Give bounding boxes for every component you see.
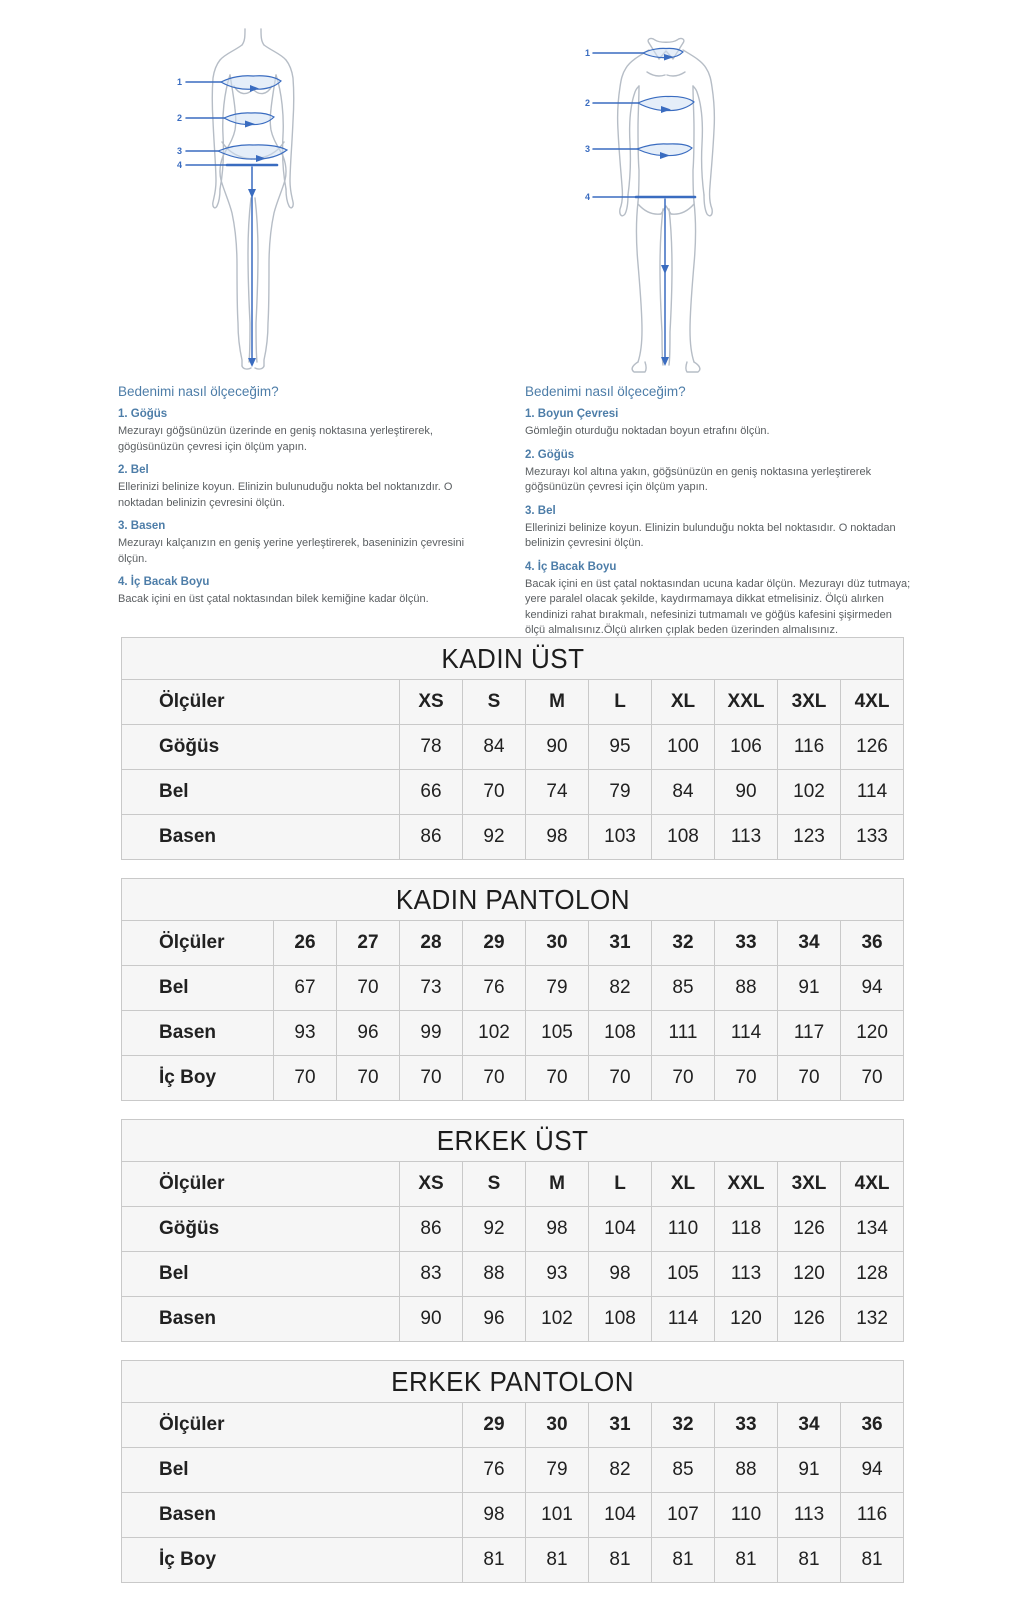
value-cell: 108 [589, 1297, 652, 1342]
value-cell: 132 [841, 1297, 904, 1342]
guide-item [118, 464, 480, 511]
size-tables [121, 637, 903, 1601]
value-cell: 81 [841, 1538, 904, 1583]
measurement-guide-men [525, 384, 915, 639]
value-cell: 70 [463, 770, 526, 815]
value-cell: 104 [589, 1493, 652, 1538]
size-header-cell: XXL [715, 1162, 778, 1207]
value-cell: 90 [400, 1297, 463, 1342]
value-cell: 107 [652, 1493, 715, 1538]
value-cell: 76 [463, 966, 526, 1011]
guide-item-text: Bacak içini en üst çatal noktasından bilek kemiğine kadar ölçün. [118, 593, 429, 605]
value-cell: 108 [589, 1011, 652, 1056]
value-cell: 79 [526, 1448, 589, 1493]
size-header-cell: 34 [778, 1403, 841, 1448]
guide-item-text: Mezurayı göğsünüzün üzerinde en geniş noktasına yerleştirerek, gögüsünüzün çevresi için ölçüm yapın. [118, 425, 433, 453]
guide-item [118, 576, 480, 608]
guide-title: Bedenimi nasıl ölçeceğim? [118, 384, 279, 399]
female-body-diagram [173, 25, 333, 370]
measure-label-1: 1 [177, 77, 183, 87]
table-row [122, 1493, 904, 1538]
value-cell: 90 [715, 770, 778, 815]
value-cell: 70 [526, 1056, 589, 1101]
value-cell: 88 [715, 966, 778, 1011]
value-cell: 98 [589, 1252, 652, 1297]
value-cell: 110 [715, 1493, 778, 1538]
guide-item-heading: 3. Basen [118, 520, 166, 532]
table-header-row [122, 1403, 904, 1448]
measure-label-2: 2 [585, 98, 591, 108]
value-cell: 70 [841, 1056, 904, 1101]
value-cell: 67 [274, 966, 337, 1011]
size-header-cell: 30 [526, 1403, 589, 1448]
size-header-cell: 29 [463, 1403, 526, 1448]
measure-label-1: 1 [585, 48, 591, 58]
male-body-diagram [581, 28, 751, 368]
measure-label-4: 4 [585, 192, 591, 202]
value-cell: 94 [841, 966, 904, 1011]
guide-item-heading: 1. Göğüs [118, 408, 168, 420]
value-cell: 74 [526, 770, 589, 815]
value-cell: 103 [589, 815, 652, 860]
guide-item-text: Bacak içini en üst çatal noktasından ucuna kadar ölçün. Mezurayı düz tutmaya; yere paralel olacak şekilde, kaydırmamaya dikkat etmelisiniz. Ölçü alırken kendinizi rahat bırakmalı, nefesinizi tutmamalı ve göğüs kafesini şişirmeden ölçü almalısınız.Ölçü alırken çıplak beden üzerinden almalısınız. [525, 577, 911, 636]
value-cell: 108 [652, 815, 715, 860]
value-cell: 120 [778, 1252, 841, 1297]
size-header-cell: 36 [841, 921, 904, 966]
value-cell: 114 [841, 770, 904, 815]
value-cell: 86 [400, 815, 463, 860]
value-cell: 105 [526, 1011, 589, 1056]
value-cell: 81 [463, 1538, 526, 1583]
table-row [122, 1056, 904, 1101]
size-header-cell: 29 [463, 921, 526, 966]
row-label-cell: Göğüs [122, 1207, 400, 1252]
guide-item-heading: 3. Bel [525, 504, 556, 517]
value-cell: 70 [463, 1056, 526, 1101]
value-cell: 81 [715, 1538, 778, 1583]
value-cell: 100 [652, 725, 715, 770]
value-cell: 110 [652, 1207, 715, 1252]
value-cell: 78 [400, 725, 463, 770]
male-measurement-arrows [593, 48, 695, 366]
size-header-cell: 33 [715, 1403, 778, 1448]
table-row [122, 725, 904, 770]
guide-item [118, 520, 480, 567]
value-cell: 98 [526, 815, 589, 860]
value-cell: 79 [526, 966, 589, 1011]
guide-item [118, 408, 480, 455]
guide-item-heading: 2. Göğüs [525, 448, 575, 461]
table-title-text: ERKEK PANTOLON [391, 1365, 634, 1397]
table-header-row [122, 1162, 904, 1207]
size-header-cell: 3XL [778, 1162, 841, 1207]
value-cell: 90 [526, 725, 589, 770]
size-header-cell: S [463, 680, 526, 725]
value-cell: 113 [715, 1252, 778, 1297]
size-header-cell: 31 [589, 1403, 652, 1448]
row-label-cell: Basen [122, 1493, 463, 1538]
table-row [122, 1207, 904, 1252]
guide-items [118, 408, 480, 608]
value-cell: 116 [841, 1493, 904, 1538]
row-label-cell: Basen [122, 815, 400, 860]
value-cell: 93 [526, 1252, 589, 1297]
value-cell: 79 [589, 770, 652, 815]
table-title-text: ERKEK ÜST [436, 1124, 589, 1156]
measure-label-3: 3 [177, 146, 183, 156]
guide-item-text: Ellerinizi belinize koyun. Elinizin bulunuduğu nokta bel noktanızdır. O noktadan belinizin çevresini ölçün. [118, 481, 453, 509]
male-body-outline [618, 39, 715, 372]
value-cell: 111 [652, 1011, 715, 1056]
value-cell: 70 [715, 1056, 778, 1101]
value-cell: 70 [589, 1056, 652, 1101]
header-label-cell: Ölçüler [122, 921, 274, 966]
size-header-cell: 31 [589, 921, 652, 966]
guide-item-heading: 2. Bel [118, 464, 149, 476]
male-measure-labels [585, 48, 590, 202]
table-row [122, 815, 904, 860]
size-header-cell: 4XL [841, 680, 904, 725]
measure-label-3: 3 [585, 144, 591, 154]
table-title [122, 638, 904, 680]
value-cell: 96 [463, 1297, 526, 1342]
value-cell: 66 [400, 770, 463, 815]
value-cell: 70 [274, 1056, 337, 1101]
value-cell: 95 [589, 725, 652, 770]
value-cell: 96 [337, 1011, 400, 1056]
size-header-cell: 33 [715, 921, 778, 966]
size-header-cell: XS [400, 1162, 463, 1207]
table-title [122, 1361, 904, 1403]
value-cell: 99 [400, 1011, 463, 1056]
table-row [122, 1011, 904, 1056]
value-cell: 70 [337, 966, 400, 1011]
value-cell: 92 [463, 815, 526, 860]
table-title-text: KADIN ÜST [440, 642, 585, 674]
female-measure-labels [177, 77, 182, 170]
row-label-cell: Basen [122, 1297, 400, 1342]
value-cell: 105 [652, 1252, 715, 1297]
value-cell: 88 [463, 1252, 526, 1297]
value-cell: 92 [463, 1207, 526, 1252]
value-cell: 126 [778, 1297, 841, 1342]
size-header-cell: XS [400, 680, 463, 725]
value-cell: 116 [778, 725, 841, 770]
value-cell: 85 [652, 1448, 715, 1493]
table-row [122, 1538, 904, 1583]
measure-label-4: 4 [177, 160, 183, 170]
size-header-cell: XL [652, 1162, 715, 1207]
row-label-cell: İç Boy [122, 1056, 274, 1101]
row-label-cell: Bel [122, 1252, 400, 1297]
value-cell: 102 [778, 770, 841, 815]
guide-item-text: Gömleğin oturduğu noktadan boyun etrafını ölçün. [525, 425, 770, 437]
value-cell: 114 [652, 1297, 715, 1342]
value-cell: 98 [463, 1493, 526, 1538]
size-header-cell: 3XL [778, 680, 841, 725]
size-header-cell: M [526, 1162, 589, 1207]
guide-title: Bedenimi nasıl ölçeceğim? [525, 384, 686, 399]
size-header-cell: XL [652, 680, 715, 725]
value-cell: 134 [841, 1207, 904, 1252]
size-header-cell: M [526, 680, 589, 725]
value-cell: 94 [841, 1448, 904, 1493]
value-cell: 118 [715, 1207, 778, 1252]
value-cell: 113 [778, 1493, 841, 1538]
value-cell: 82 [589, 1448, 652, 1493]
guide-item [525, 408, 915, 440]
value-cell: 128 [841, 1252, 904, 1297]
value-cell: 120 [715, 1297, 778, 1342]
size-header-cell: 30 [526, 921, 589, 966]
table-row [122, 770, 904, 815]
size-header-cell: 34 [778, 921, 841, 966]
guide-item [525, 561, 915, 639]
value-cell: 70 [400, 1056, 463, 1101]
size-header-cell: 32 [652, 1403, 715, 1448]
value-cell: 113 [715, 815, 778, 860]
value-cell: 84 [652, 770, 715, 815]
measurement-guide-women [118, 384, 480, 608]
value-cell: 70 [337, 1056, 400, 1101]
value-cell: 91 [778, 966, 841, 1011]
measure-label-2: 2 [177, 113, 183, 123]
row-label-cell: Bel [122, 1448, 463, 1493]
value-cell: 88 [715, 1448, 778, 1493]
guide-item-heading: 4. İç Bacak Boyu [118, 576, 210, 588]
row-label-cell: Bel [122, 966, 274, 1011]
size-header-cell: 26 [274, 921, 337, 966]
size-header-cell: L [589, 680, 652, 725]
value-cell: 81 [778, 1538, 841, 1583]
value-cell: 70 [778, 1056, 841, 1101]
size-header-cell: 27 [337, 921, 400, 966]
size-header-cell: 28 [400, 921, 463, 966]
table-row [122, 1448, 904, 1493]
value-cell: 102 [526, 1297, 589, 1342]
table-row [122, 1297, 904, 1342]
guide-item-heading: 4. İç Bacak Boyu [525, 560, 617, 573]
value-cell: 91 [778, 1448, 841, 1493]
value-cell: 76 [463, 1448, 526, 1493]
row-label-cell: Göğüs [122, 725, 400, 770]
size-header-cell: S [463, 1162, 526, 1207]
value-cell: 98 [526, 1207, 589, 1252]
value-cell: 81 [589, 1538, 652, 1583]
size-header-cell: 32 [652, 921, 715, 966]
value-cell: 83 [400, 1252, 463, 1297]
size-header-cell: L [589, 1162, 652, 1207]
header-label-cell: Ölçüler [122, 1403, 463, 1448]
size-table-erkek-pantolon [121, 1360, 904, 1583]
row-label-cell: Bel [122, 770, 400, 815]
value-cell: 117 [778, 1011, 841, 1056]
value-cell: 102 [463, 1011, 526, 1056]
value-cell: 70 [652, 1056, 715, 1101]
table-header-row [122, 921, 904, 966]
table-row [122, 966, 904, 1011]
value-cell: 93 [274, 1011, 337, 1056]
value-cell: 86 [400, 1207, 463, 1252]
value-cell: 101 [526, 1493, 589, 1538]
table-title-text: KADIN PANTOLON [395, 883, 630, 915]
header-label-cell: Ölçüler [122, 680, 400, 725]
value-cell: 73 [400, 966, 463, 1011]
table-title [122, 879, 904, 921]
size-header-cell: XXL [715, 680, 778, 725]
guide-item-text: Mezurayı kalçanızın en geniş yerine yerleştirerek, baseninizin çevresini ölçün. [118, 537, 465, 565]
value-cell: 81 [652, 1538, 715, 1583]
value-cell: 104 [589, 1207, 652, 1252]
value-cell: 106 [715, 725, 778, 770]
guide-item-heading: 1. Boyun Çevresi [525, 408, 619, 420]
value-cell: 84 [463, 725, 526, 770]
table-header-row [122, 680, 904, 725]
guide-item-text: Ellerinizi belinize koyun. Elinizin bulunduğu nokta bel noktasıdır. O noktadan belinizin çevresini ölçün. [525, 521, 896, 549]
value-cell: 114 [715, 1011, 778, 1056]
value-cell: 85 [652, 966, 715, 1011]
size-table-erkek-ust [121, 1119, 904, 1342]
header-label-cell: Ölçüler [122, 1162, 400, 1207]
table-title [122, 1120, 904, 1162]
value-cell: 126 [841, 725, 904, 770]
value-cell: 126 [778, 1207, 841, 1252]
value-cell: 133 [841, 815, 904, 860]
table-row [122, 1252, 904, 1297]
guide-item-text: Mezurayı kol altına yakın, göğsünüzün en geniş noktasına yerleştirerek göğsünüzün çevresi için ölçüm yapın. [525, 465, 872, 493]
value-cell: 123 [778, 815, 841, 860]
value-cell: 82 [589, 966, 652, 1011]
size-table-kadin-ust [121, 637, 904, 860]
value-cell: 81 [526, 1538, 589, 1583]
value-cell: 120 [841, 1011, 904, 1056]
guide-items [525, 408, 915, 639]
row-label-cell: Basen [122, 1011, 274, 1056]
guide-item [525, 449, 915, 496]
size-header-cell: 36 [841, 1403, 904, 1448]
guide-item [525, 505, 915, 552]
size-header-cell: 4XL [841, 1162, 904, 1207]
size-table-kadin-pantolon [121, 878, 904, 1101]
row-label-cell: İç Boy [122, 1538, 463, 1583]
